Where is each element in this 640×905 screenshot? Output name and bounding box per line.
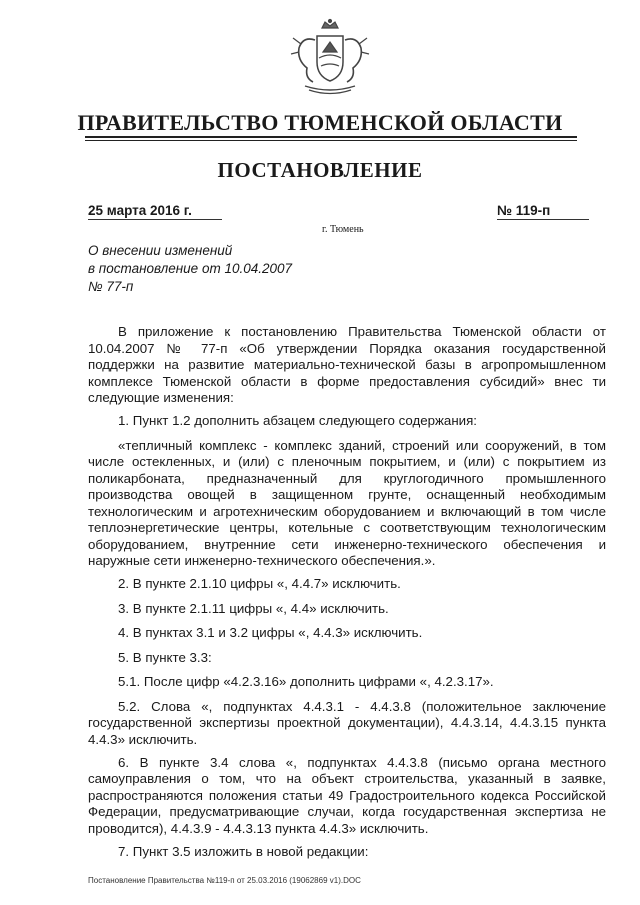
document-date: 25 марта 2016 г. <box>88 203 222 220</box>
body-paragraph: 3. В пункте 2.1.11 цифры «, 4.4» исключить. <box>118 600 389 616</box>
page-footer: Постановление Правительства №119-п от 25.03.2016 (19062869 v1).DOC <box>88 876 361 885</box>
document-type-heading: ПОСТАНОВЛЕНИЕ <box>217 158 423 182</box>
organization-title: ПРАВИТЕЛЬСТВО ТЮМЕНСКОЙ ОБЛАСТИ <box>77 110 563 135</box>
document-number: № 119-п <box>497 203 589 220</box>
document-subject <box>88 242 292 296</box>
document-city: г. Тюмень <box>322 224 364 235</box>
body-paragraph: «тепличный комплекс - комплекс зданий, строений или сооружений, в том числе остекленных, и (или) с пленочным покрытием, и (или) с покрытием из поликарбоната, предназначенный для круглогодичного промышленного производства овощей в защищенном грунте, оснащенный необходимым технологическим и агротехническим оборудованием и включающий в том числе теплоэнергетические центры, котельные с соответствующим технологическим оборудованием, внутренние сети инженерно-технического обеспечения и наружные сети инженерно-технического обеспечения.». <box>88 437 606 568</box>
subject-line: О внесении изменений <box>88 243 233 258</box>
body-paragraph: В приложение к постановлению Правительства Тюменской области от 10.04.2007 № 77-п «Об утверждении Порядка оказания государственной поддержки на развитие материально-технической базы в агропромышленном комплексе Тюменской области в форме предоставления субсидий» внес ти следующие изменения: <box>88 324 606 405</box>
subject-line: № 77-п <box>88 279 134 294</box>
body-paragraph: 2. В пункте 2.1.10 цифры «, 4.4.7» исключить. <box>118 576 401 591</box>
subject-line: в постановление от 10.04.2007 <box>88 261 293 276</box>
body-paragraph: 1. Пункт 1.2 дополнить абзацем следующего содержания: <box>118 413 477 428</box>
body-paragraph: 4. В пунктах 3.1 и 3.2 цифры «, 4.4.3» исключить. <box>118 625 423 640</box>
body-paragraph: 5.2. Слова «, подпунктах 4.4.3.1 - 4.4.3.8 (положительное заключение государственной экспертизы проектной документации), 4.4.3.14, 4.4.3.15 пункта 4.4.3» исключить. <box>88 698 606 747</box>
body-paragraph: 5. В пункте 3.3: <box>118 649 212 665</box>
body-paragraph: 6. В пункте 3.4 слова «, подпунктах 4.4.3.8 (письмо органа местного самоуправления о том, что на объект строительства, указанный в заявке, распространяются положения статьи 49 Градостроительного кодекса Российской Федерации, предусматривающие случаи, когда государственная экспертиза не проводится), 4.4.3.9 - 4.4.3.13 пункта 4.4.3» исключить. <box>88 754 606 836</box>
body-paragraph: 7. Пункт 3.5 изложить в новой редакции: <box>118 843 369 859</box>
body-paragraph: 5.1. После цифр «4.2.3.16» дополнить цифрами «, 4.2.3.17». <box>118 674 494 689</box>
coat-of-arms-emblem <box>285 18 375 98</box>
document-body <box>88 324 606 867</box>
title-divider <box>85 136 577 141</box>
